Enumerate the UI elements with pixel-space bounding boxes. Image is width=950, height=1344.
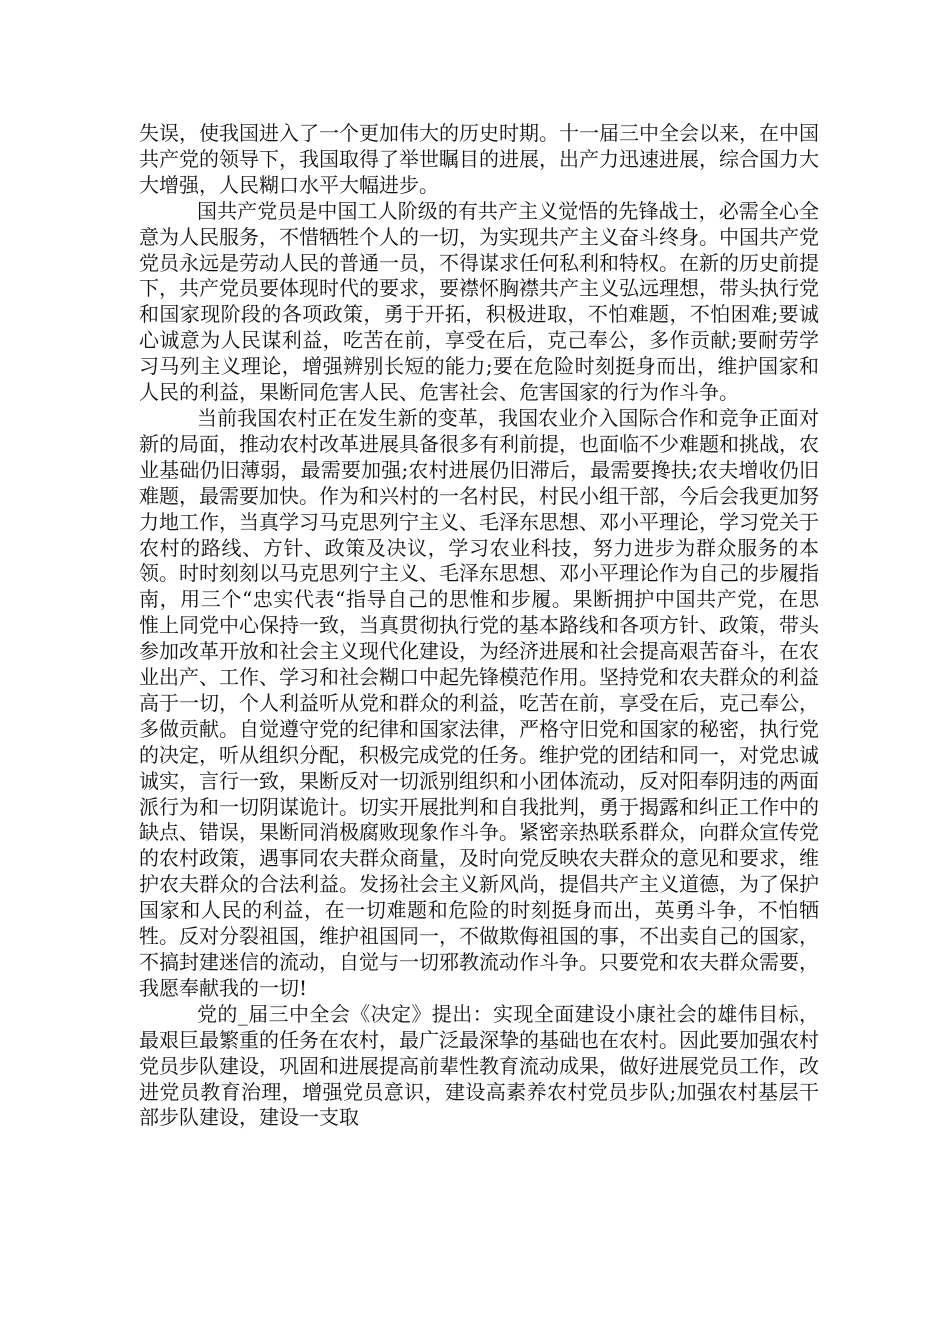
document-body <box>139 121 819 1131</box>
paragraph-1: 失误，使我国进入了一个更加伟大的历史时期。十一届三中全会以来，在中国共产党的领导下，我国取得了举世瞩目的进展，出产力迅速进展，综合国力大大增强，人民糊口水平大幅进步。 <box>139 121 819 197</box>
paragraph-3: 当前我国农村正在发生新的变革，我国农业介入国际合作和竞争正面对新的局面，推动农村改革进展具备很多有利前提，也面临不少难题和挑战，农业基础仍旧薄弱，最需要加强;农村进展仍旧滞后，最需要搀扶;农夫增收仍旧难题，最需要加快。作为和兴村的一名村民，村民小组干部，今后会我更加努力地工作，当真学习马克思列宁主义、毛泽东思想、邓小平理论，学习党关于农村的路线、方针、政策及决议，学习农业科技，努力进步为群众服务的本领。时时刻刻以马克思列宁主义、毛泽东思想、邓小平理论作为自己的步履指南，用三个“忠实代表“指导自己的思惟和步履。果断拥护中国共产党，在思惟上同党中心保持一致，当真贯彻执行党的基本路线和各项方针、政策，带头参加改革开放和社会主义现代化建设，为经济进展和社会提高艰苦奋斗，在农业出产、工作、学习和社会糊口中起先锋模范作用。坚持党和农夫群众的利益高于一切，个人利益听从党和群众的利益，吃苦在前，享受在后，克己奉公，多做贡献。自觉遵守党的纪律和国家法律，严格守旧党和国家的秘密，执行党的决定，听从组织分配，积极完成党的任务。维护党的团结和同一，对党忠诚诚实，言行一致，果断反对一切派别组织和小团体流动，反对阳奉阴违的两面派行为和一切阴谋诡计。切实开展批判和自我批判，勇于揭露和纠正工作中的缺点、错误，果断同消极腐败现象作斗争。紧密亲热联系群众，向群众宣传党的农村政策，遇事同农夫群众商量，及时向党反映农夫群众的意见和要求，维护农夫群众的合法利益。发扬社会主义新风尚，提倡共产主义道德，为了保护国家和人民的利益，在一切难题和危险的时刻挺身而出，英勇斗争，不怕牺牲。反对分裂祖国，维护祖国同一，不做欺侮祖国的事，不出卖自己的国家，不搞封建迷信的流动，自觉与一切邪教流动作斗争。只要党和农夫群众需要，我愿奉献我的一切! <box>139 405 819 1000</box>
paragraph-2: 国共产党员是中国工人阶级的有共产主义觉悟的先锋战士，必需全心全意为人民服务，不惜牺牲个人的一切，为实现共产主义奋斗终身。中国共产党党员永远是劳动人民的普通一员，不得谋求任何私利和特权。在新的历史前提下，共产党员要体现时代的要求，要襟怀胸襟共产主义弘远理想，带头执行党和国家现阶段的各项政策，勇于开拓，积极进取，不怕难题，不怕困难;要诚心诚意为人民谋利益，吃苦在前，享受在后，克己奉公，多作贡献;要耐劳学习马列主义理论，增强辨别长短的能力;要在危险时刻挺身而出，维护国家和人民的利益，果断同危害人民、危害社会、危害国家的行为作斗争。 <box>139 198 819 405</box>
paragraph-4: 党的_届三中全会《决定》提出：实现全面建设小康社会的雄伟目标，最艰巨最繁重的任务在农村，最广泛最深挚的基础也在农村。因此要加强农村党员步队建设，巩固和进展提高前辈性教育流动成果，做好进展党员工作，改进党员教育治理，增强党员意识，建设高素养农村党员步队;加强农村基层干部步队建设，建设一支取 <box>139 1001 819 1130</box>
